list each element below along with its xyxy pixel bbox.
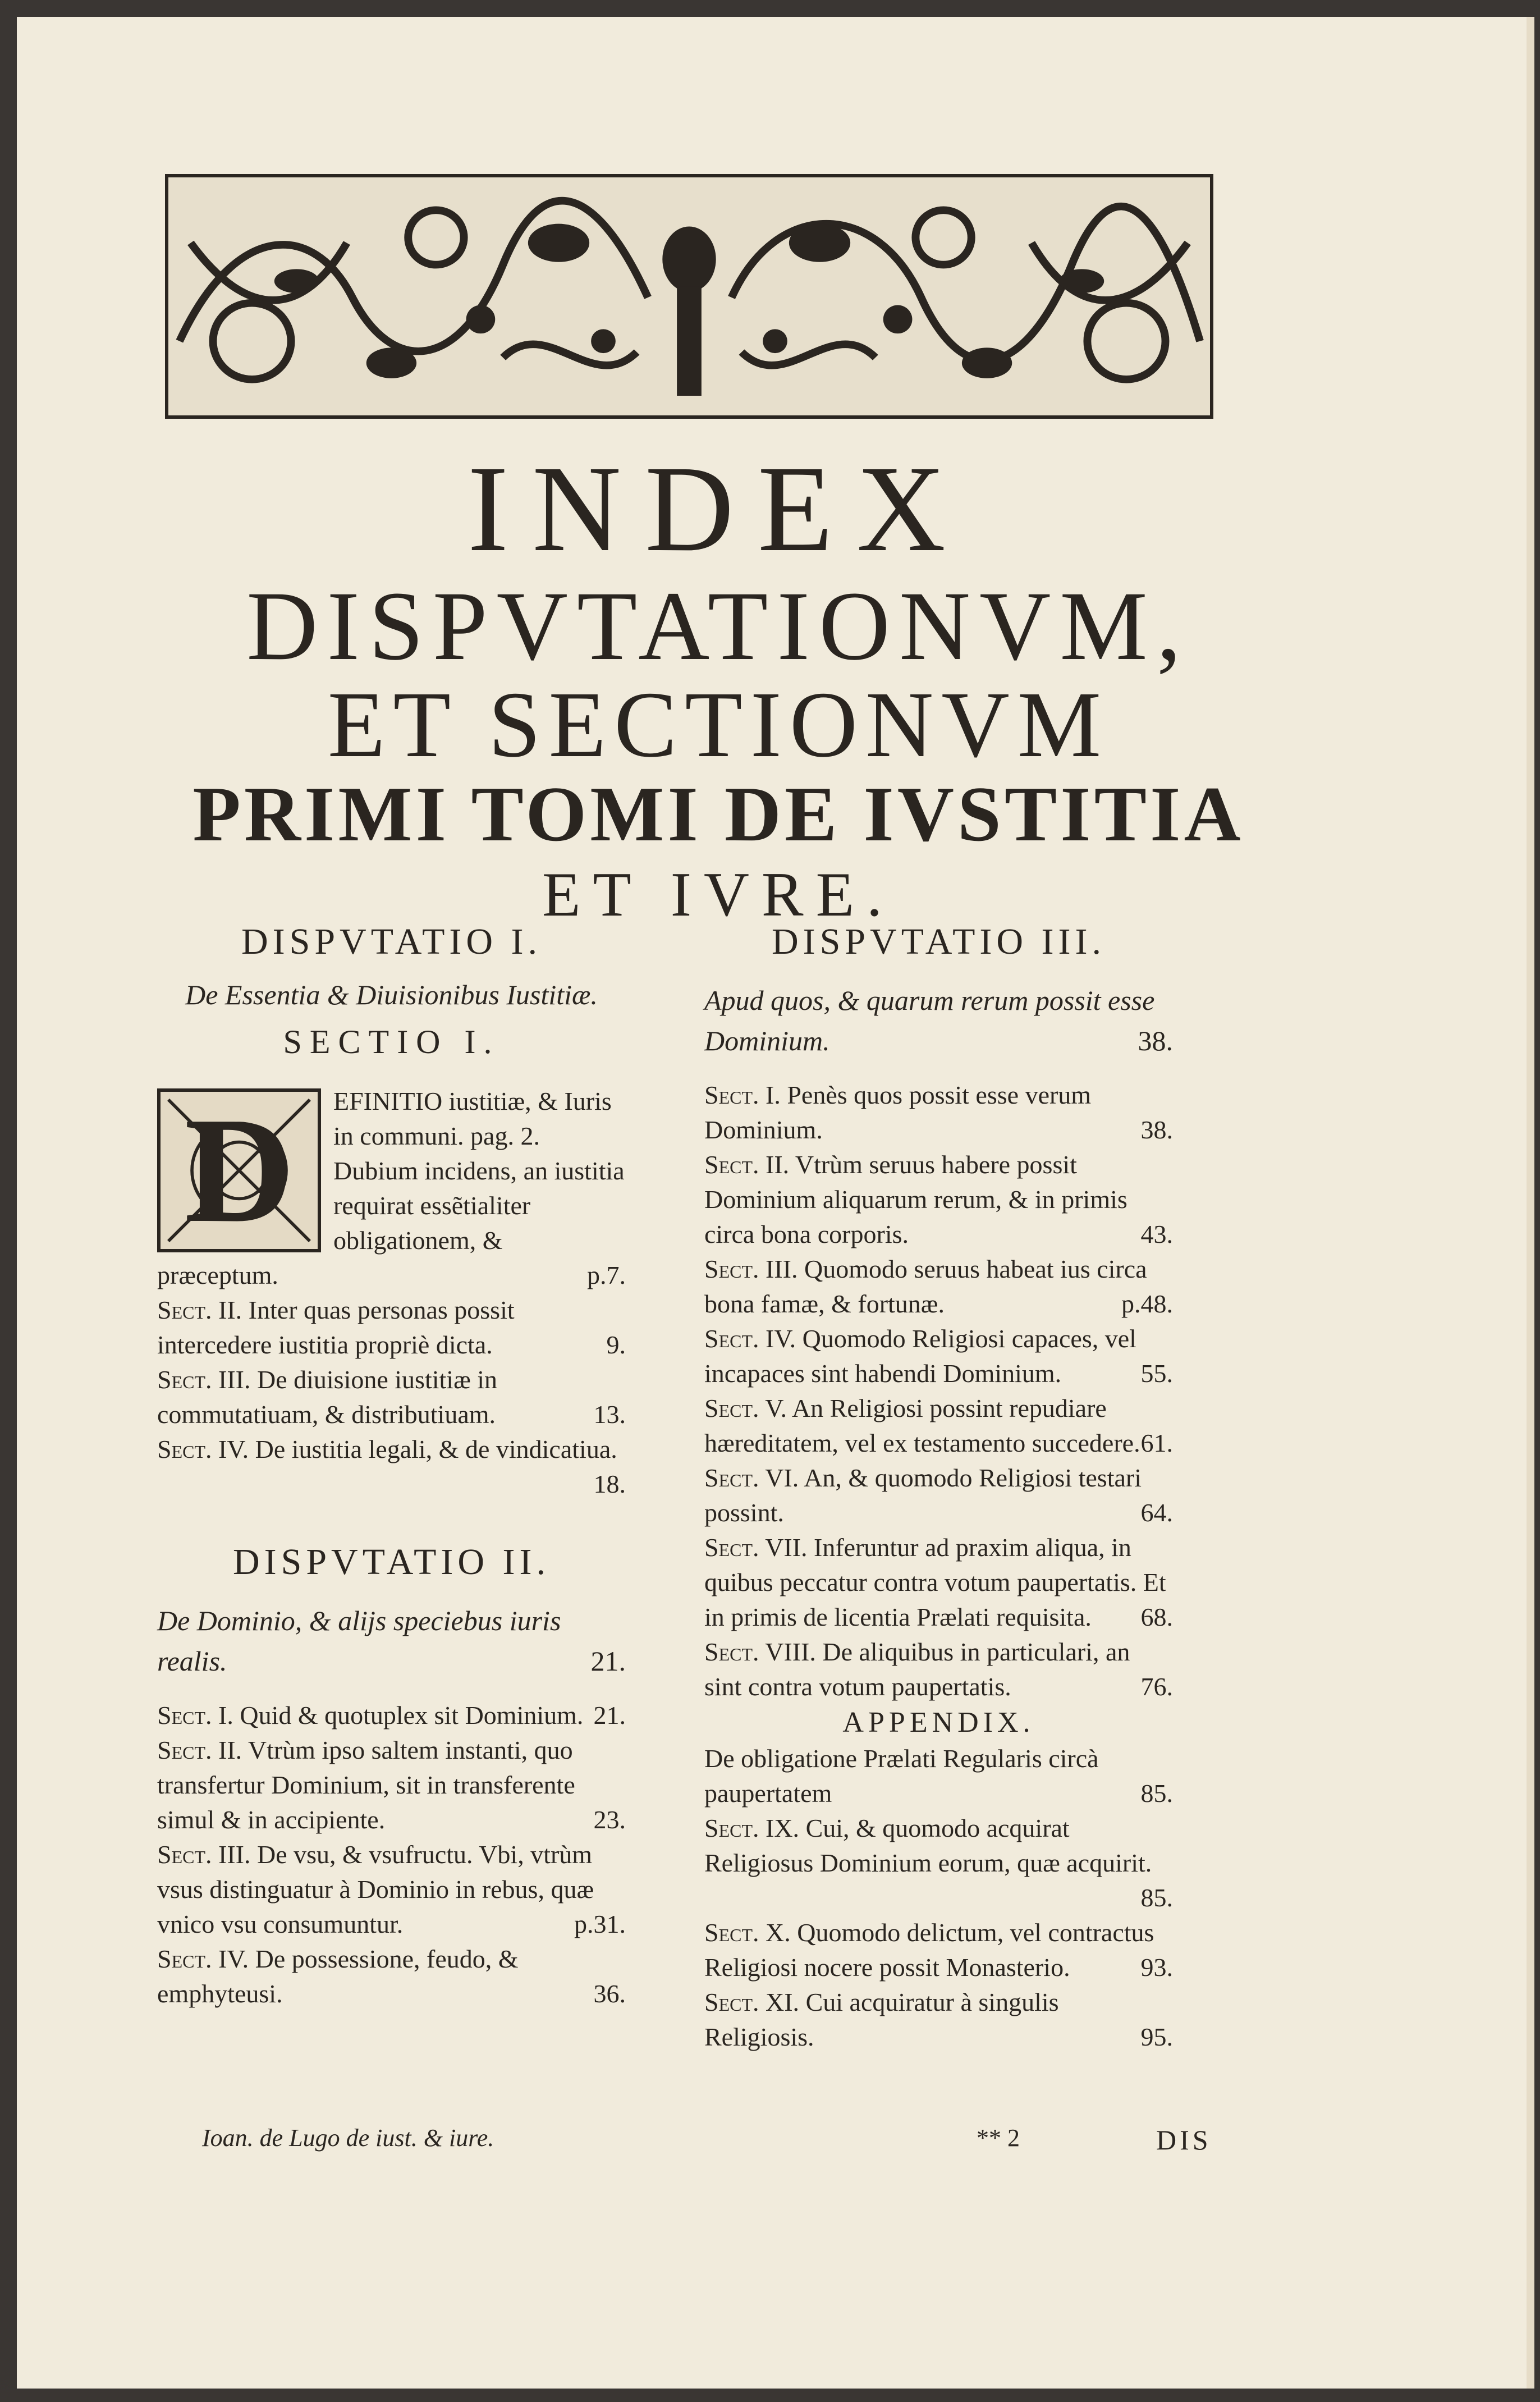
entry-section-label: Sect. IV. — [704, 1324, 796, 1353]
drop-cap-letter: D — [184, 1086, 294, 1254]
entry-page-number: 95. — [1140, 2023, 1173, 2051]
disputatio-2-subtitle: De Dominio, & alijs speciebus iuris realis. 21. — [157, 1600, 626, 1681]
entry-page-number: 76. — [1140, 1672, 1173, 1701]
entry-page-number: 43. — [1140, 1220, 1173, 1248]
entry-section-label: Sect. IV. — [157, 1945, 249, 1973]
entry-text: Vtrùm ipso saltem instanti, quo transfertur Dominium, sit in transferente simul & in accipiente. — [157, 1736, 575, 1834]
left-column — [157, 921, 626, 2011]
entry-section-label: Sect. IV. — [157, 1435, 249, 1463]
entry-section-label: Sect. II. — [157, 1736, 242, 1764]
disputatio-3-subtitle: Apud quos, & quarum rerum possit esse Dominium. 38. — [704, 980, 1173, 1061]
sectio-1-intro — [157, 1084, 626, 1293]
drop-cap — [157, 1088, 321, 1252]
entry-page-number: 21. — [593, 1701, 626, 1730]
title-et-sectionum: ET SECTIONVM — [327, 672, 1110, 777]
entry-page-number: 61. — [1140, 1429, 1173, 1457]
entry-section-label: Sect. II. — [157, 1296, 242, 1324]
entry-page-number: 18. — [593, 1470, 626, 1498]
index-entry — [157, 1432, 626, 1502]
index-entry — [704, 1321, 1173, 1391]
entry-text: De iustitia legali, & de vindicatiua. — [255, 1435, 617, 1463]
entry-text: Vtrùm seruus habere possit Dominium aliquarum rerum, & in primis circa bona corporis. — [704, 1150, 1128, 1248]
disputatio-3-entries — [704, 1078, 1173, 1704]
disputatio-1-heading: DISPVTATIO I. — [241, 921, 542, 962]
index-entry — [704, 1252, 1173, 1321]
disputatio-2-entries — [157, 1698, 626, 2011]
appendix-heading: APPENDIX. — [842, 1706, 1035, 1738]
disputatio-3-heading: DISPVTATIO III. — [772, 921, 1106, 962]
disputatio-1-entries — [157, 1293, 626, 1502]
footer-running-title: Ioan. de Lugo de iust. & iure. — [202, 2124, 494, 2152]
entry-section-label: Sect. I. — [157, 1701, 233, 1730]
index-entry — [704, 1530, 1173, 1635]
entry-text: Quid & quotuplex sit Dominium. — [240, 1701, 584, 1730]
entry-text: Penès quos possit esse verum Dominium. — [704, 1081, 1092, 1144]
entry-text: Inferuntur ad praxim aliqua, in quibus peccatur contra votum paupertatis. Et in primis de licentia Prælati requisita. — [704, 1533, 1166, 1631]
entry-text: Quomodo Religiosi capaces, vel incapaces sint habendi Dominium. — [704, 1324, 1136, 1388]
intro-text: EFINITIO iustitiæ, & Iuris in communi. pag. 2. Dubium incidens, an iustitia requirat essẽtialiter obligationem, & præceptum. — [157, 1087, 625, 1289]
sectio-1-heading: SECTIO I. — [283, 1023, 500, 1060]
entry-text: Cui acquiratur à singulis Religiosis. — [704, 1988, 1059, 2051]
entry-section-label: Sect. VIII. — [704, 1637, 816, 1666]
floral-ornament-graphic — [168, 177, 1210, 415]
entry-text: De diuisione iustitiæ in commutatiuam, & distributiuam. — [157, 1365, 498, 1429]
entry-text: Inter quas personas possit intercedere iustitia propriè dicta. — [157, 1296, 515, 1359]
title-index: INDEX — [467, 440, 970, 577]
entry-text: De possessione, feudo, & emphyteusi. — [157, 1945, 519, 2008]
entry-text: Quomodo delictum, vel contractus Religiosi nocere possit Monasterio. — [704, 1918, 1154, 1982]
headpiece-ornament — [165, 174, 1213, 419]
entry-section-label: Sect. III. — [157, 1365, 251, 1394]
entry-section-label: Sect. III. — [157, 1840, 251, 1869]
entry-text: De vsu, & vsufructu. Vbi, vtrùm vsus distinguatur à Dominio in rebus, quæ vnico vsu consumuntur. — [157, 1840, 594, 1938]
entry-page-number: 93. — [1140, 1953, 1173, 1982]
entry-page-number: p.48. — [1121, 1289, 1173, 1318]
index-entry — [157, 1293, 626, 1362]
title-et-iure: ET IVRE. — [542, 860, 895, 930]
index-entry — [157, 1942, 626, 2011]
entry-text: Quomodo seruus habeat ius circa bona famæ, & fortunæ. — [704, 1255, 1147, 1318]
index-entry — [704, 1391, 1173, 1461]
index-entry — [704, 1635, 1173, 1704]
index-entry — [704, 1985, 1173, 2055]
footer-signature-mark: ** 2 — [977, 2124, 1020, 2152]
entry-page-number: 85. — [1140, 1883, 1173, 1912]
appendix-entries — [704, 1741, 1173, 2055]
disputatio-3-subtitle-page: 38. — [1138, 1025, 1173, 1056]
index-entry — [704, 1461, 1173, 1530]
entry-section-label: Sect. IX. — [704, 1814, 800, 1842]
index-entry — [704, 1915, 1173, 1985]
entry-page-number: 68. — [1140, 1603, 1173, 1631]
index-entry — [157, 1362, 626, 1432]
disputatio-2-subtitle-page: 21. — [590, 1645, 626, 1677]
entry-page-number: p.31. — [574, 1910, 626, 1938]
disputatio-2-heading: DISPVTATIO II. — [232, 1541, 550, 1582]
entry-text: De aliquibus in particulari, an sint contra votum paupertatis. — [704, 1637, 1130, 1701]
footer-catchword: DIS — [1156, 2124, 1212, 2156]
index-entry — [704, 1811, 1173, 1915]
entry-page-number: 55. — [1140, 1359, 1173, 1388]
entry-page-number: 13. — [593, 1400, 626, 1429]
index-entry — [704, 1741, 1173, 1811]
index-entry — [704, 1078, 1173, 1147]
title-primi-tomi: PRIMI TOMI DE IVSTITIA — [192, 771, 1244, 858]
entry-section-label: Sect. V. — [704, 1394, 787, 1422]
entry-page-number: 85. — [1140, 1779, 1173, 1808]
entry-section-label: Sect. XI. — [704, 1988, 800, 2016]
index-entry — [704, 1147, 1173, 1252]
entry-section-label: Sect. I. — [704, 1081, 781, 1109]
entry-text: De obligatione Prælati Regularis circà paupertatem — [704, 1744, 1099, 1808]
entry-section-label: Sect. VI. — [704, 1463, 799, 1492]
entry-text: An Religiosi possint repudiare hæreditatem, vel ex testamento succedere. — [704, 1394, 1140, 1457]
entry-page-number: 9. — [606, 1330, 626, 1359]
entry-section-label: Sect. VII. — [704, 1533, 808, 1562]
right-column — [704, 921, 1173, 2055]
entry-section-label: Sect. III. — [704, 1255, 798, 1283]
entry-page-number: 23. — [593, 1805, 626, 1834]
entry-text: An, & quomodo Religiosi testari possint. — [704, 1463, 1142, 1527]
index-entry — [157, 1837, 626, 1942]
entry-page-number: 38. — [1140, 1115, 1173, 1144]
entry-text: Cui, & quomodo acquirat Religiosus Dominium eorum, quæ acquirit. — [704, 1814, 1152, 1877]
title-disputationum: DISPVTATIONVM, — [246, 571, 1190, 681]
entry-page-number: 36. — [593, 1979, 626, 2008]
disputatio-1-subtitle: De Essentia & Diuisionibus Iustitiæ. — [185, 979, 598, 1010]
index-entry — [157, 1698, 626, 1733]
entry-section-label: Sect. X. — [704, 1918, 791, 1947]
index-entry — [157, 1733, 626, 1837]
intro-page: p.7. — [587, 1261, 626, 1289]
entry-section-label: Sect. II. — [704, 1150, 790, 1179]
entry-page-number: 64. — [1140, 1498, 1173, 1527]
